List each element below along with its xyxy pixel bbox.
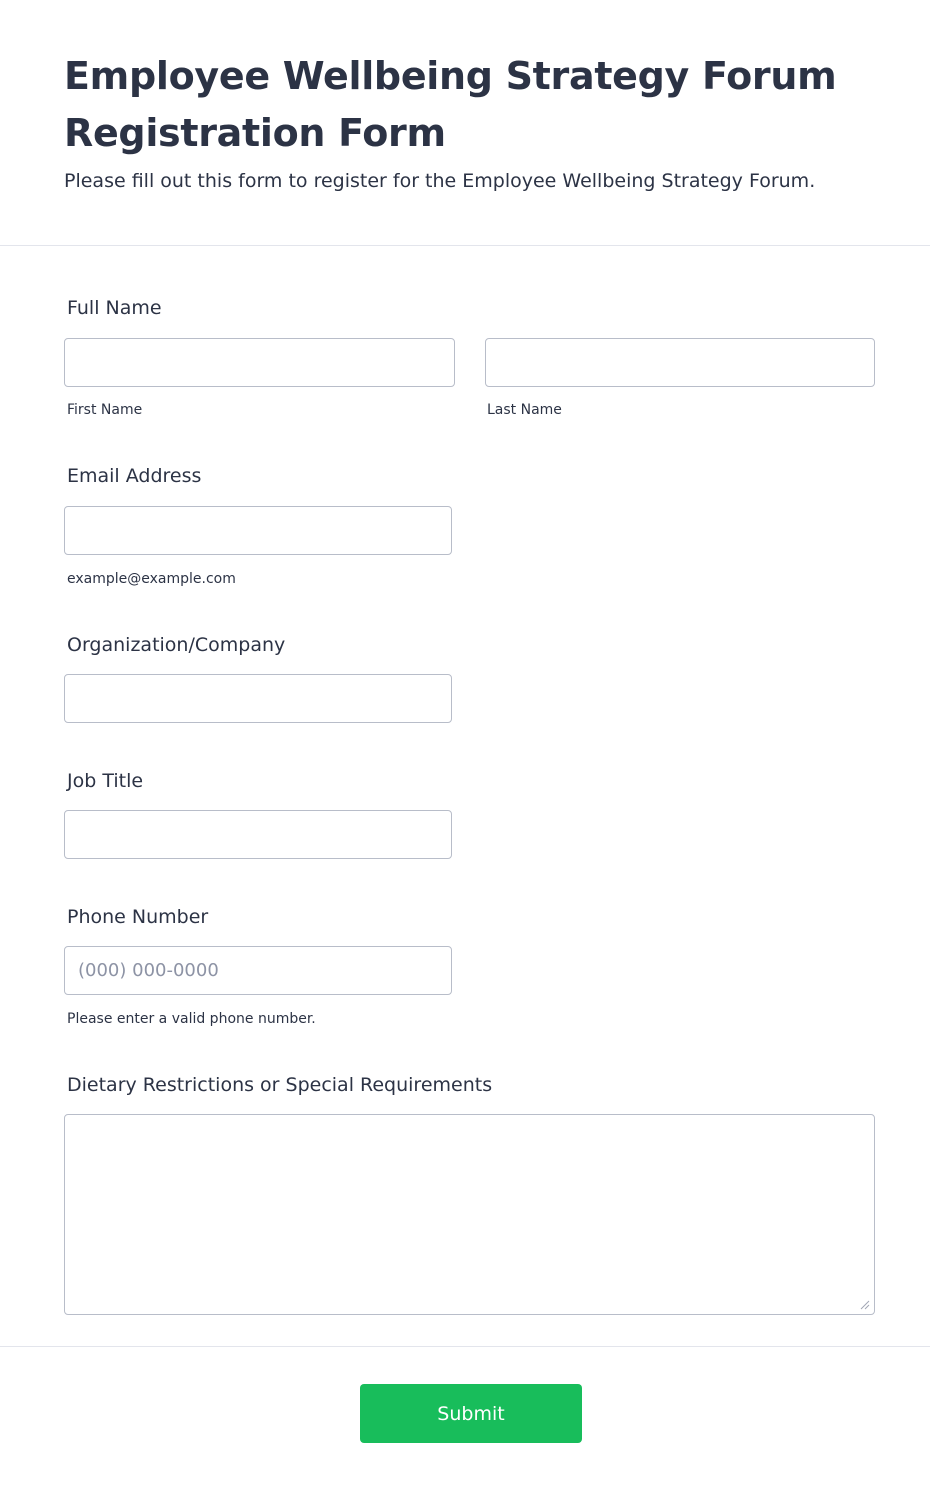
header-divider [0,245,930,246]
dietary-textarea[interactable] [64,1114,875,1315]
first-name-input[interactable] [64,338,455,387]
phone-label: Phone Number [67,906,209,928]
dietary-label: Dietary Restrictions or Special Requirements [67,1074,493,1096]
job-title-label: Job Title [67,770,144,792]
footer-divider [0,1346,930,1347]
email-sublabel: example@example.com [67,571,236,587]
last-name-sublabel: Last Name [487,402,562,418]
resize-grip-icon[interactable] [858,1298,870,1310]
email-input[interactable] [64,506,452,555]
phone-input[interactable] [64,946,452,995]
full-name-label: Full Name [67,297,162,319]
organization-input[interactable] [64,674,452,723]
last-name-input[interactable] [485,338,875,387]
form-header [64,48,884,194]
organization-label: Organization/Company [67,634,286,656]
submit-button[interactable]: Submit [360,1384,582,1443]
phone-sublabel: Please enter a valid phone number. [67,1011,316,1027]
form-title: Employee Wellbeing Strategy Forum Registration Form [64,54,837,155]
first-name-sublabel: First Name [67,402,143,418]
form-subtitle: Please fill out this form to register for the Employee Wellbeing Strategy Forum. [64,170,816,192]
job-title-input[interactable] [64,810,452,859]
email-label: Email Address [67,465,202,487]
